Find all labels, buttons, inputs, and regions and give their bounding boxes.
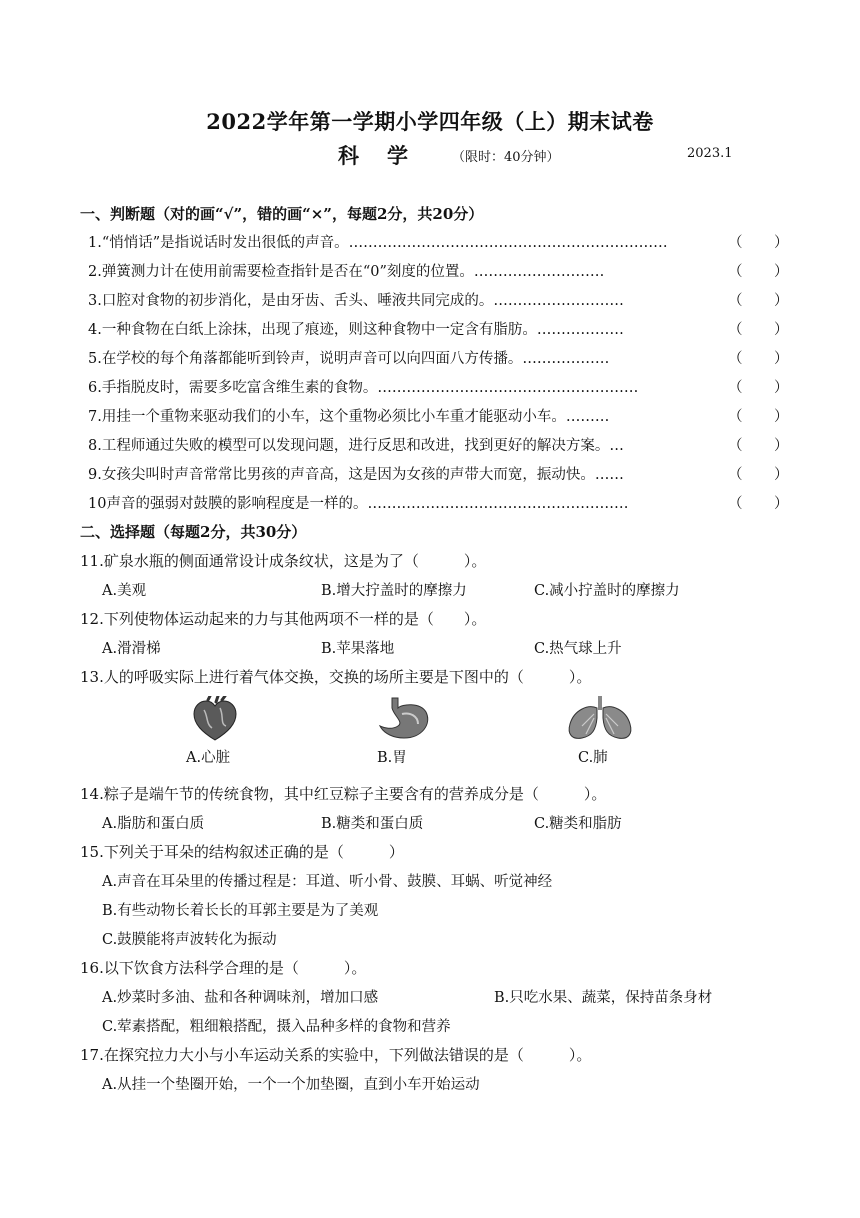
answer-bracket-right: ） [774, 264, 789, 280]
answer-bracket-right: ） [774, 293, 789, 309]
tf-question: 1.“悄悄话”是指说话时发出很低的声音。………………………………………………………… [88, 235, 668, 251]
heart-icon [190, 696, 240, 742]
answer-bracket-left: （ [728, 496, 743, 512]
section2-heading: 二、选择题（每题2分，共30分） [80, 523, 307, 541]
tf-item [88, 376, 789, 400]
q11-option-a: A.美观 [102, 583, 147, 599]
tf-item [88, 347, 789, 371]
tf-question: 4.一种食物在白纸上涂抹，出现了痕迹，则这种食物中一定含有脂肪。……………… [88, 322, 624, 338]
q12-option-b: B.苹果落地 [321, 641, 395, 657]
time-limit: （限时：40分钟） [452, 150, 560, 165]
answer-bracket-left: （ [728, 264, 743, 280]
answer-bracket-left: （ [728, 293, 743, 309]
answer-bracket-left: （ [728, 409, 743, 425]
stomach-icon [374, 696, 434, 742]
tf-item [88, 434, 789, 458]
answer-bracket-right: ） [774, 351, 789, 367]
tf-question: 5.在学校的每个角落都能听到铃声，说明声音可以向四面八方传播。……………… [88, 351, 610, 367]
tf-item [88, 231, 789, 255]
q15-option-a: A.声音在耳朵里的传播过程是：耳道、听小骨、鼓膜、耳蜗、听觉神经 [102, 874, 553, 890]
tf-item [88, 463, 789, 487]
answer-bracket-right: ） [774, 496, 789, 512]
answer-bracket-left: （ [728, 351, 743, 367]
tf-item [88, 318, 789, 342]
q11-option-b: B.增大拧盖时的摩擦力 [321, 583, 467, 599]
q13-option-c: C.肺 [578, 750, 608, 766]
question-17: 17.在探究拉力大小与小车运动关系的实验中，下列做法错误的是（ ）。 [80, 1046, 592, 1064]
answer-bracket-right: ） [774, 409, 789, 425]
tf-question: 3.口腔对食物的初步消化，是由牙齿、舌头、唾液共同完成的。……………………… [88, 293, 624, 309]
tf-question: 10声音的强弱对鼓膜的影响程度是一样的。……………………………………………… [88, 496, 629, 512]
q12-option-a: A.滑滑梯 [102, 641, 161, 657]
answer-bracket-right: ） [774, 235, 789, 251]
q14-option-a: A.脂肪和蛋白质 [102, 816, 205, 832]
q16-option-a: A.炒菜时多油、盐和各种调味剂，增加口感 [102, 990, 379, 1006]
q13-option-a: A.心脏 [186, 750, 231, 766]
tf-item [88, 492, 789, 516]
section1-heading: 一、判断题（对的画“√”，错的画“×”，每题2分，共20分） [80, 205, 484, 223]
tf-item [88, 260, 789, 284]
answer-bracket-right: ） [774, 322, 789, 338]
exam-title: 2022学年第一学期小学四年级（上）期末试卷 [206, 109, 654, 134]
tf-question: 7.用挂一个重物来驱动我们的小车，这个重物必须比小车重才能驱动小车。……… [88, 409, 610, 425]
q15-option-c: C.鼓膜能将声波转化为振动 [102, 932, 277, 948]
tf-question: 2.弹簧测力计在使用前需要检查指针是否在“0”刻度的位置。……………………… [88, 264, 605, 280]
lungs-icon [564, 694, 636, 742]
question-16: 16.以下饮食方法科学合理的是（ ）。 [80, 959, 367, 977]
q15-option-b: B.有些动物长着长长的耳郭主要是为了美观 [102, 903, 379, 919]
q14-option-c: C.糖类和脂肪 [534, 816, 622, 832]
q17-option-a: A.从挂一个垫圈开始，一个一个加垫圈，直到小车开始运动 [102, 1077, 480, 1093]
tf-question: 8.工程师通过失败的模型可以发现问题，进行反思和改进，找到更好的解决方案。… [88, 438, 624, 454]
q12-option-c: C.热气球上升 [534, 641, 622, 657]
answer-bracket-right: ） [774, 380, 789, 396]
tf-question: 9.女孩尖叫时声音常常比男孩的声音高，这是因为女孩的声带大而宽，振动快。…… [88, 467, 624, 483]
exam-date: 2023.1 [687, 146, 733, 161]
answer-bracket-left: （ [728, 438, 743, 454]
q13-option-b: B.胃 [377, 750, 407, 766]
question-11: 11.矿泉水瓶的侧面通常设计成条纹状，这是为了（ ）。 [80, 552, 487, 570]
answer-bracket-left: （ [728, 467, 743, 483]
answer-bracket-left: （ [728, 235, 743, 251]
tf-item [88, 405, 789, 429]
question-13: 13.人的呼吸实际上进行着气体交换，交换的场所主要是下图中的（ ）。 [80, 668, 592, 686]
tf-question: 6.手指脱皮时，需要多吃富含维生素的食物。……………………………………………… [88, 380, 639, 396]
subject-label: 科学 [338, 143, 436, 168]
tf-item [88, 289, 789, 313]
answer-bracket-left: （ [728, 322, 743, 338]
q14-option-b: B.糖类和蛋白质 [321, 816, 424, 832]
q16-option-b: B.只吃水果、蔬菜，保持苗条身材 [494, 990, 713, 1006]
question-15: 15.下列关于耳朵的结构叙述正确的是（ ） [80, 843, 404, 861]
answer-bracket-right: ） [774, 438, 789, 454]
answer-bracket-left: （ [728, 380, 743, 396]
question-12: 12.下列使物体运动起来的力与其他两项不一样的是（ ）。 [80, 610, 487, 628]
answer-bracket-right: ） [774, 467, 789, 483]
question-14: 14.粽子是端午节的传统食物，其中红豆粽子主要含有的营养成分是（ ）。 [80, 785, 607, 803]
q11-option-c: C.减小拧盖时的摩擦力 [534, 583, 680, 599]
q16-option-c: C.荤素搭配，粗细粮搭配，摄入品种多样的食物和营养 [102, 1019, 451, 1035]
